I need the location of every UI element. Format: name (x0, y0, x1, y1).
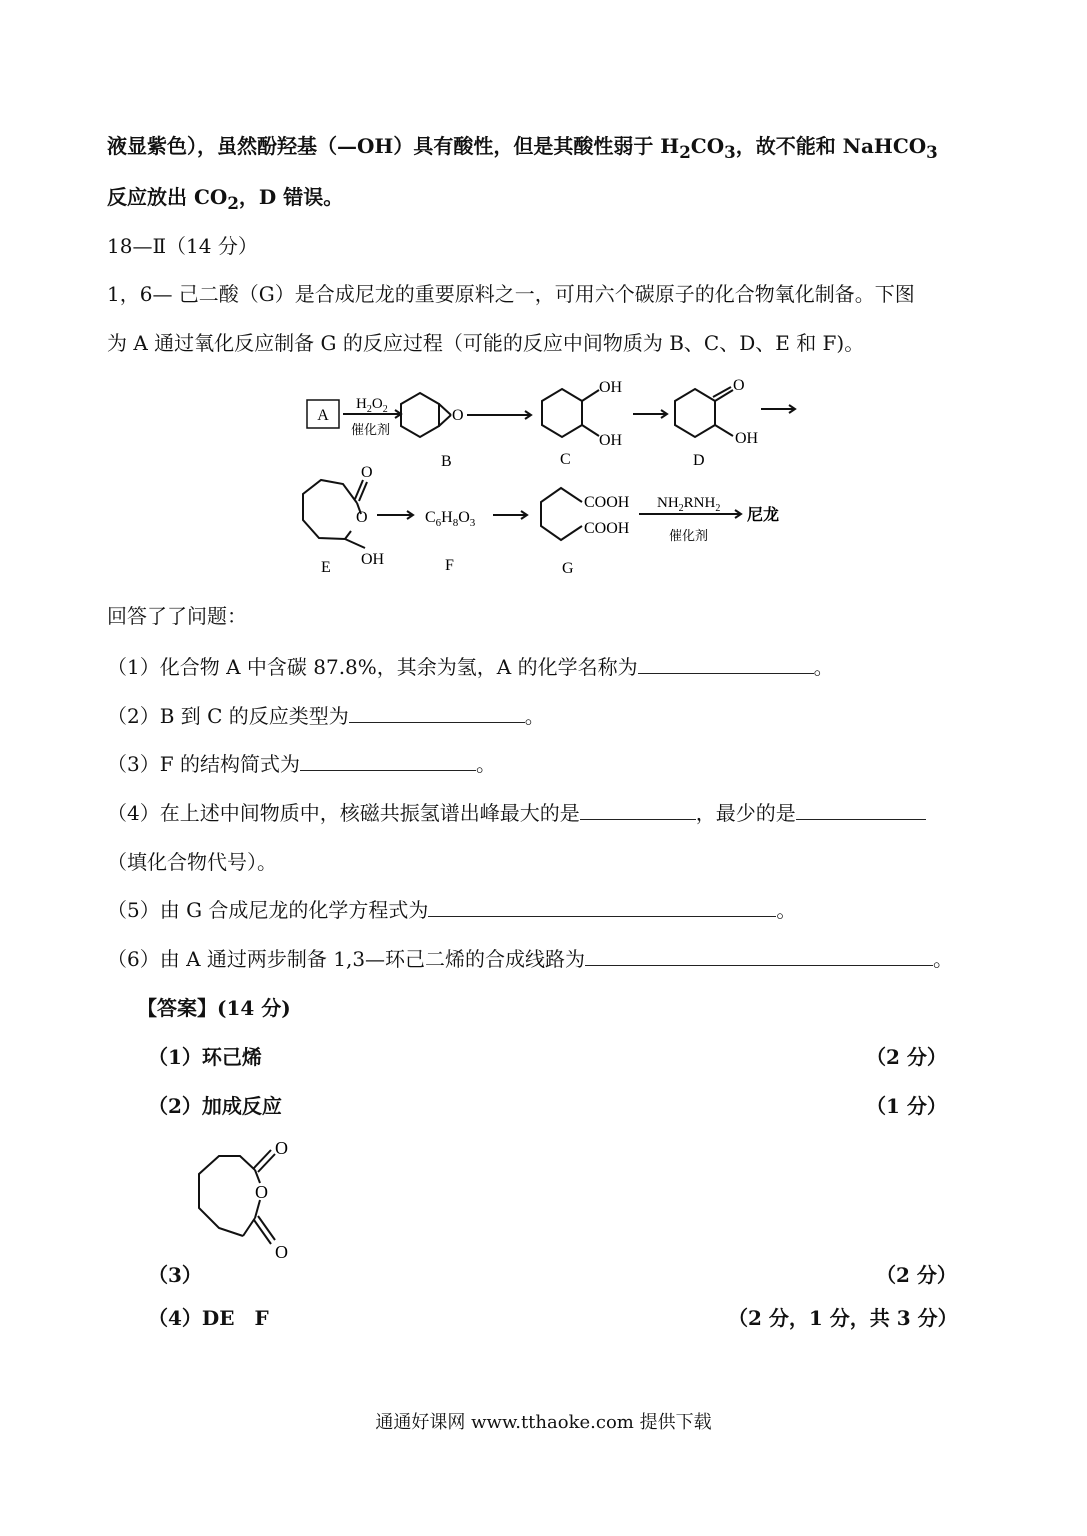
question-4 (107, 797, 926, 826)
question-5 (107, 894, 796, 923)
subscript: 3 (926, 142, 938, 162)
question-text: 。 (813, 655, 834, 679)
answer-blank[interactable] (638, 653, 814, 674)
e-oh: OH (361, 551, 385, 568)
answer-2: （2）加成反应 (148, 1094, 282, 1118)
answer-1: （1）环己烯 (148, 1045, 262, 1069)
question-number: 18—Ⅱ（14 分） (107, 234, 258, 258)
question-intro-1: 1，6— 己二酸（G）是合成尼龙的重要原料之一，可用六个碳原子的化合物氧化制备。下图 (107, 282, 915, 306)
prev-line-1 (107, 130, 938, 162)
question-intro-2: 为 A 通过氧化反应制备 G 的反应过程（可能的反应中间物质为 B、C、D、E 和 F)。 (107, 331, 865, 355)
anhydride-structure (185, 1128, 305, 1268)
nylon-label: 尼龙 (747, 507, 780, 524)
label-B: B (441, 453, 452, 470)
prev-text: 液显紫色），虽然酚羟基（—OH）具有酸性，但是其酸性弱于 H (107, 134, 680, 158)
answer-blank[interactable] (585, 945, 933, 966)
g-cooh-top: COOH (584, 494, 630, 511)
question-4-line-2: （填化合物代号）。 (107, 850, 277, 874)
answer-blank[interactable] (300, 750, 476, 771)
label-E: E (321, 559, 331, 576)
answer-blank[interactable] (580, 799, 696, 820)
label-A: A (317, 407, 329, 424)
answer-1-score: （2 分） (866, 1045, 947, 1069)
page-footer: 通通好课网 www.tthaoke.com 提供下载 (375, 1412, 712, 1433)
subscript: 2 (227, 193, 239, 213)
prev-line-2 (107, 181, 343, 213)
subscript: 2 (679, 142, 691, 162)
catalyst-label-2: 催化剂 (669, 528, 709, 543)
answer-4: （4）DE F (148, 1306, 269, 1330)
prev-text: CO (690, 134, 725, 158)
question-text: 。 (776, 898, 797, 922)
label-C: C (560, 451, 571, 468)
c-oh-top: OH (599, 379, 623, 396)
question-2 (107, 700, 545, 729)
anhydride-o-top: O (275, 1138, 288, 1158)
reagent-h2o2: $H_2O_2$ (356, 396, 388, 415)
subscript: 3 (724, 142, 736, 162)
question-text: ，最少的是 (695, 801, 796, 825)
reaction-scheme (295, 368, 815, 583)
label-G: G (562, 560, 574, 577)
prev-text: ，故不能和 NaHCO (735, 134, 927, 158)
g-cooh-bottom: COOH (584, 520, 630, 537)
d-oh: OH (735, 430, 759, 447)
answer-heading: 【答案】(14 分) (137, 996, 291, 1020)
question-text: 。 (475, 752, 496, 776)
catalyst-label: 催化剂 (351, 422, 391, 437)
question-text: 。 (933, 947, 954, 971)
prev-text: ，D 错误。 (238, 185, 344, 209)
f-formula: $C_6H_8O_3$ (425, 509, 476, 529)
answer-prompt: 回答了了问题： (107, 604, 247, 628)
label-D: D (693, 452, 705, 469)
reagent-nh2rnh2: $NH_2RNH_2$ (657, 495, 721, 514)
question-text: （5）由 G 合成尼龙的化学方程式为 (107, 898, 429, 922)
c-oh-bottom: OH (599, 432, 623, 449)
e-ring-o: O (356, 509, 368, 526)
anhydride-o-ring: O (255, 1182, 268, 1202)
question-text: 。 (524, 704, 545, 728)
question-text: （4）在上述中间物质中，核磁共振氢谱出峰最大的是 (107, 801, 580, 825)
question-3 (107, 748, 496, 777)
answer-4-score: （2 分，1 分，共 3 分） (728, 1306, 958, 1330)
epoxide-o: O (452, 407, 464, 424)
question-text: （2）B 到 C 的反应类型为 (107, 704, 349, 728)
question-6 (107, 943, 953, 972)
answer-2-score: （1 分） (866, 1094, 947, 1118)
answer-blank[interactable] (428, 896, 776, 917)
question-text: （1）化合物 A 中含碳 87.8%，其余为氢，A 的化学名称为 (107, 655, 638, 679)
label-F: F (445, 557, 454, 574)
answer-3: （3） (148, 1263, 202, 1287)
e-carbonyl-o: O (361, 464, 373, 481)
question-text: （6）由 A 通过两步制备 1,3—环己二烯的合成线路为 (107, 947, 586, 971)
d-o: O (733, 377, 745, 394)
question-1 (107, 651, 834, 680)
answer-3-score: （2 分） (876, 1263, 957, 1287)
prev-text: 反应放出 CO (107, 185, 228, 209)
anhydride-o-bottom: O (275, 1242, 288, 1262)
question-text: （3）F 的结构简式为 (107, 752, 300, 776)
answer-blank[interactable] (349, 702, 525, 723)
answer-blank[interactable] (796, 799, 926, 820)
